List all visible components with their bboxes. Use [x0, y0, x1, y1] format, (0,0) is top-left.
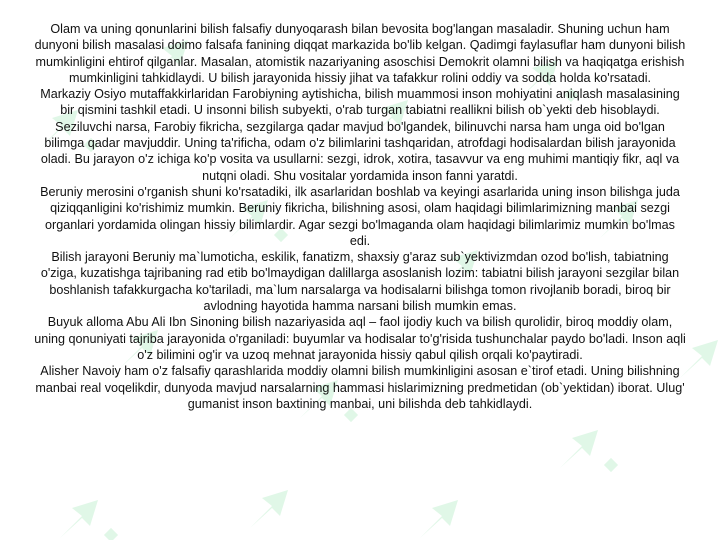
paragraph-4: Bilish jarayoni Beruniy ma`lumoticha, eskilik, fanatizm, shaxsiy g'araz sub`yektivizmdan ozod bo'lish, tabiatning o'ziga, kuzatishga tajribaning rad etib bo'lmaydigan dalillarga asoslanish lozim: tabiatni bilish jarayoni sezgilar bilan boshlanish tafakkurgacha ko'tariladi, ma`lum narsalarga va hodisalarni bilishga tomon rivojlanib boradi, biroq bir avlodning hayotida hamma narsani bilish mumkin emas.	[40, 250, 680, 314]
watermark-arrow-icon	[250, 490, 288, 528]
paragraph-3: Beruniy merosini o'rganish shuni ko'rsatadiki, ilk asarlaridan boshlab va keyingi asarlarida uning inson bilishga juda qiziqqanligini ko'rishimiz mumkin. Beruniy fikricha, bilishning asosi, olam haqidagi bilimlarimizning manbai sezgi organlari yordamida olingan hissiy bilimlardir. Agar sezgi bo'lmaganda olam haqidagi bilimlarimiz mumkin bo'lmas edi.	[40, 184, 680, 248]
watermark-arrow-icon	[560, 430, 598, 468]
paragraph-2: Markaziy Osiyo mutaffakkirlaridan Farobiyning aytishicha, bilish muammosi inson mohiyatini aniqlash masalasining bir qismini tashkil etadi. U insonni bilish subyekti, o'rab turgan tabiatni reallikni bilish ob`yekti deb hisoblaydi. Seziluvchi narsa, Farobiy fikricha, sezgilarga qadar mavjud bo'lgandek, bilinuvchi narsa ham unga oid bo'lgan bilimga qadar mavjuddir. Uning ta'rificha, odam o'z bilimlarini tashqaridan, atrofdagi hodisalardan bilish jarayonida oladi. Bu jarayon o'z ichiga ko'p vosita va usullarni: sezgi, idrok, xotira, tasavvur va eng muhimi mantiqiy fikr, aql va nutqni oladi. Shu vositalar yordamida inson fanni yaratdi.	[40, 87, 680, 183]
watermark-diamond-icon	[104, 528, 118, 540]
document-body	[34, 21, 686, 412]
paragraph-5: Buyuk alloma Abu Ali Ibn Sinoning bilish nazariyasida aql – faol ijodiy kuch va bilish qurolidir, biroq moddiy olam, uning qonuniyati tajriba jarayonida o'rganiladi: buyumlar va hodisalar to'g'risida tushunchalar paydo bo'ladi. Inson aqli o'z bilimini og'ir va uzoq mehnat jarayonida hissiy qabul qilish orqali ko'paytiradi.	[34, 315, 686, 362]
paragraph-1: Olam va uning qonunlarini bilish falsafiy dunyoqarash bilan bevosita bog'langan masaladir. Shuning uchun ham dunyoni bilish masalasi doimo falsafa fanining diqqat markazida bo'lib kelgan. Qadimgi faylasuflar ham dunyoni bilish mumkinligini ehtirof qilganlar. Masalan, atomistik nazariyaning asoschisi Demokrit olamni bilish va haqiqatga erishish mumkinligini tahkidlaydi. U bilish jarayonida hissiy jihat va tafakkur rolini oddiy va sodda holda ko'rsatadi.	[34, 22, 686, 85]
watermark-diamond-icon	[604, 458, 618, 472]
watermark-arrow-icon	[420, 500, 458, 538]
watermark-arrow-icon	[60, 500, 98, 538]
paragraph-6: Alisher Navoiy ham o'z falsafiy qarashlarida moddiy olamni bilish mumkinligini asosan e`tirof etadi. Uning bilishning manbai real voqelikdir, dunyoda mavjud narsalarning hammasi hislarimizning predmetidan (ob`yektidan) iborat. Ulug' gumanist inson baxtining manbai, uni bilishda deb tahkidlaydi.	[35, 364, 685, 411]
